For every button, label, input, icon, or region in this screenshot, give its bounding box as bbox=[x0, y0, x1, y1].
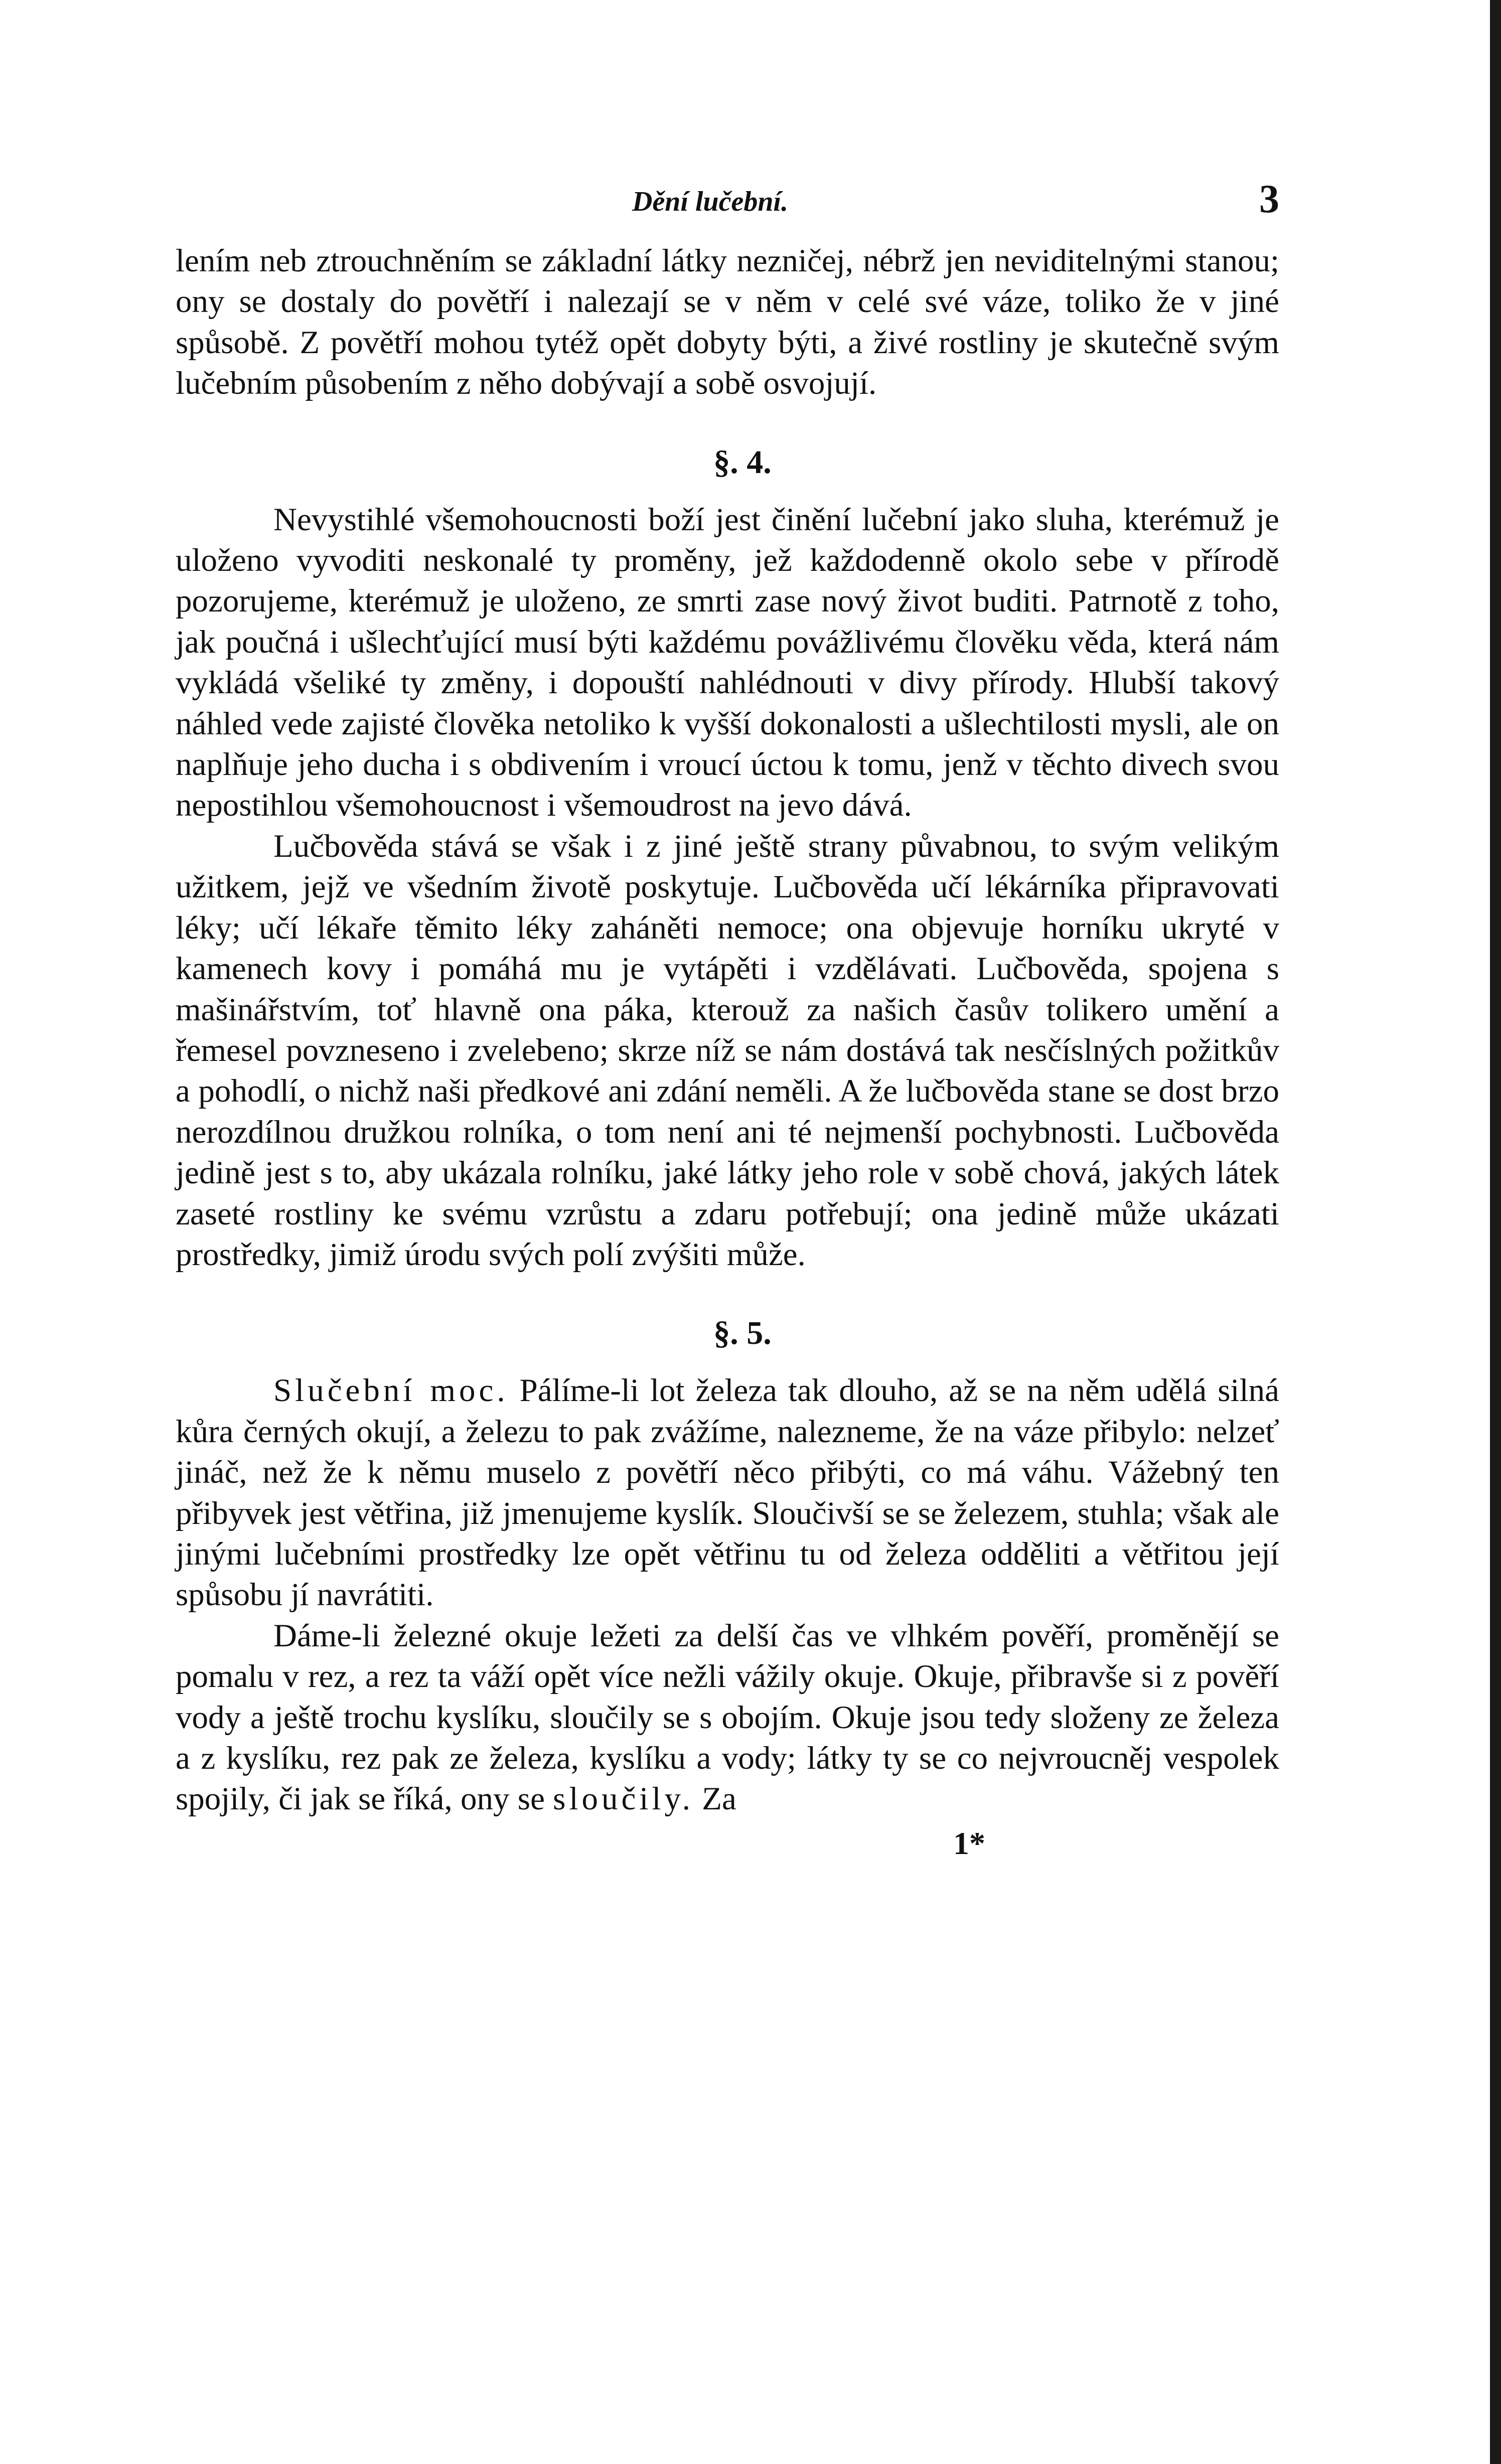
section-heading-4: §. 4. bbox=[713, 443, 772, 481]
paragraph-rust-text: Dáme-li železné okuje ležeti za delší čas ve vlhkém pověří, proměnějí se pomalu v rez, a rez ta váží opět více nežli vážily okuje. Okuje, přibravše si z pověří vody a ještě trochu kyslíku, sloučily se s obojím. Okuje jsou tedy složeny ze železa a z kyslíku, rez pak ze železa, kyslíku a vody; látky ty se co nejvroucněj vespolek spojily, či jak se říká, ony se bbox=[176, 1617, 1279, 1817]
paragraph-combining-force-text: Pálíme-li lot železa tak dlouho, až se na něm udělá silná kůra černých okují, a železu to pak zvážíme, nalezneme, že na váze přibylo: nelzeť jináč, než že k němu muselo z povětří něco přibýti, co má váhu. Vážebný ten přibyvek jest větřina, již jmenujeme kyslík. Sloučivší se se železem, stuhla; však ale jinými lučebními prostředky lze opět větřinu tu od železa odděliti a větřitou její spůsobu jí navrátiti. bbox=[176, 1372, 1279, 1613]
running-title: Dění lučební. bbox=[632, 186, 789, 217]
page-number: 3 bbox=[1259, 177, 1279, 221]
paragraph-divine-chemistry: Nevystihlé všemohoucnosti boží jest činění lučební jako sluha, kterémuž je uloženo vyvoditi neskonalé ty proměny, jež každodenně okolo sebe v přírodě pozorujeme, kterémuž je uloženo, ze smrti zase nový život buditi. Patrnotě z toho, jak poučná i ušlechťující musí býti každému povážlivému člověku věda, která nám vykládá všeliké ty změny, i dopouští nahlédnouti v divy přírody. Hlubší takový náhled vede zajisté člověka netoliko k vyšší dokonalosti a ušlechtilosti mysli, ale on naplňuje jeho ducha i s obdivením i vroucí úctou k tomu, jenž v těchto divech svou nepostihlou všemohoucnost i všemoudrost na jevo dává. bbox=[176, 501, 1279, 824]
book-page bbox=[176, 166, 1279, 1862]
section-heading-5: §. 5. bbox=[713, 1315, 772, 1352]
signature-mark: 1* bbox=[953, 1825, 985, 1861]
paragraph-rust bbox=[176, 1616, 1279, 1820]
term-slucebni-moc: Slučební moc. bbox=[273, 1372, 509, 1409]
paragraph-rust-tail: Za bbox=[694, 1781, 736, 1817]
term-sloucily: sloučily. bbox=[553, 1781, 694, 1817]
paragraph-continuation: lením neb ztrouchněním se základní látky nezničej, nébrž jen neviditelnými stanou; ony se dostaly do povětří i nalezají se v něm v celé své váze, toliko že v jiné spůsobě. Z povětří mohou tytéž opět dobyty býti, a živé rostliny je skutečně svým lučebním působením z něho dobývají a sobě osvojují. bbox=[176, 243, 1279, 402]
paragraph-combining-force bbox=[176, 1370, 1279, 1615]
body-text bbox=[176, 241, 1279, 1862]
scan-edge bbox=[1490, 0, 1501, 2464]
page-header bbox=[176, 166, 1279, 226]
paragraph-chemistry-usefulness: Lučbověda stává se však i z jiné ještě strany půvabnou, to svým velikým užitkem, jejž ve všedním životě poskytuje. Lučbověda učí lékárníka připravovati léky; učí lékaře těmito léky zaháněti nemoce; ona objevuje horníku ukryté v kamenech kovy i pomáhá mu je vytápěti i vzdělávati. Lučbověda, spojena s mašinářstvím, toť hlavně ona páka, kterouž za našich časův tolikero umění a řemesel povzneseno i zvelebeno; skrze níž se nám dostává tak nesčíslných požitkův a pohodlí, o nichž naši předkové ani zdání neměli. A že lučbověda stane se dost brzo nerozdílnou družkou rolníka, o tom není ani té nejmenší pochybnosti. Lučbověda jedině jest s to, aby ukázala rolníku, jaké látky jeho role v sobě chová, jakých látek zaseté rostliny ke svému vzrůstu a zdaru potřebují; ona jedině může ukázati prostředky, jimiž úrodu svých polí zvýšiti může. bbox=[176, 828, 1279, 1273]
